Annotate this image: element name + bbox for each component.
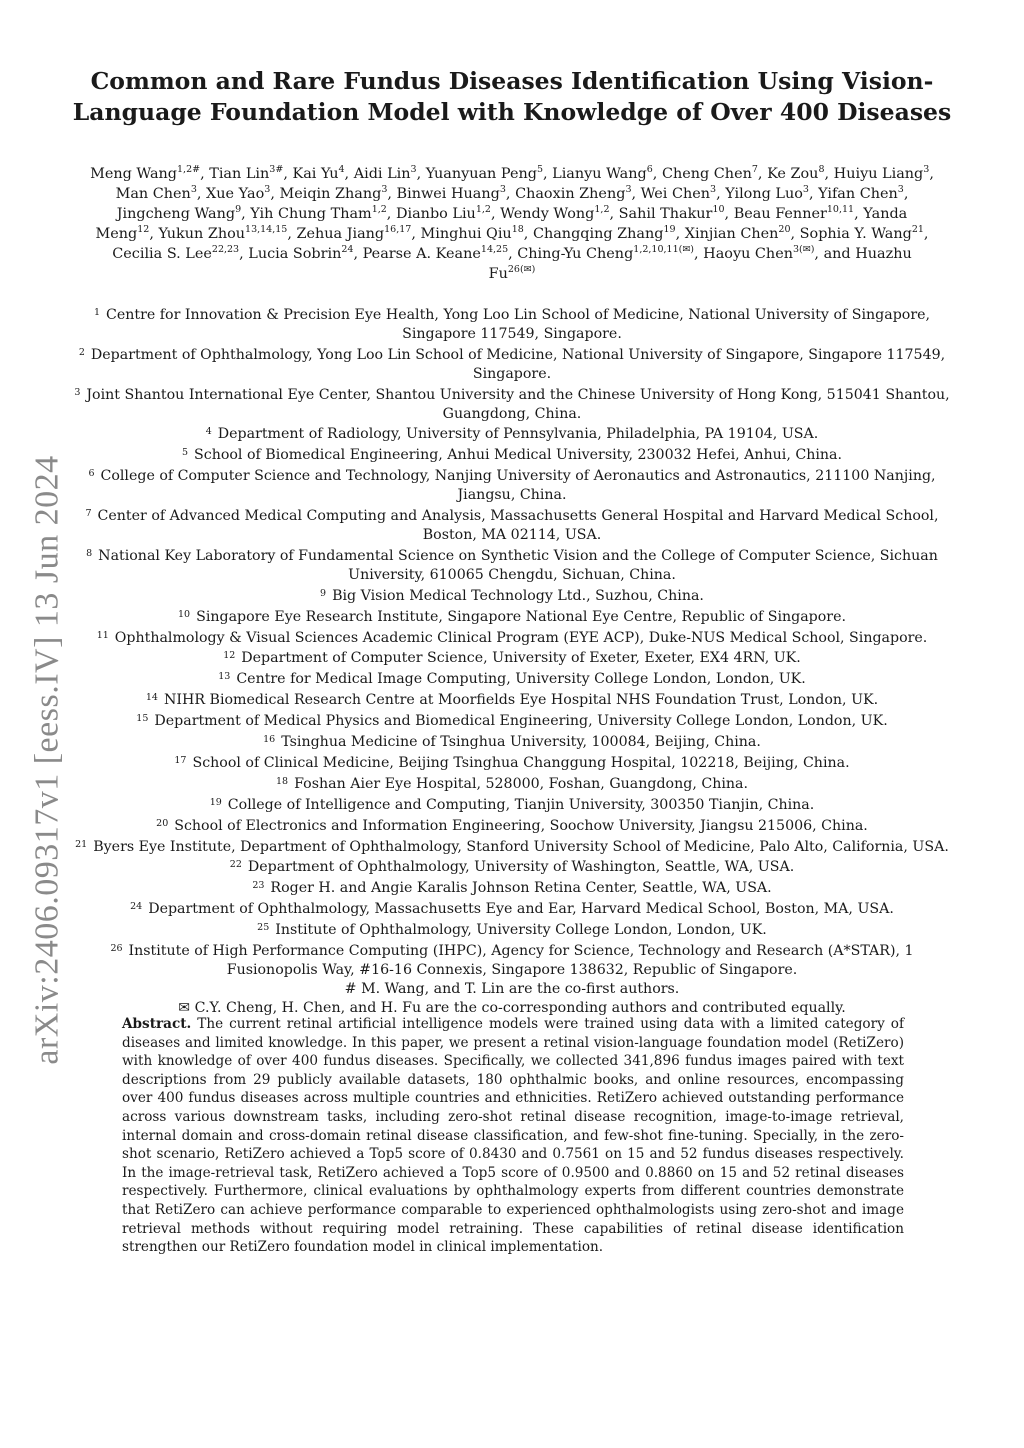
author-name: Zehua Jiang [296,226,385,242]
author-affiliation-marker: 3(✉) [793,244,815,256]
affiliation-number: 15 [136,713,149,725]
affiliation-text: Institute of High Performance Computing (IHPC), Agency for Science, Technology and Research (A*STAR), 1 Fusionopolis Way, #16-16 Connexis, Singapore 138632, Republic of Singapore. [128,943,914,978]
author-affiliation-marker: 20 [778,224,791,236]
author-name: Man Chen [115,186,191,202]
affiliation-number: 10 [178,608,191,620]
author-name: Jingcheng Wang [116,206,236,222]
abstract-text: The current retinal artificial intelligence models were trained using data with a limited category of diseases and limited knowledge. In this paper, we present a retinal vision-language foundation model (RetiZero) with knowledge of over 400 fundus diseases. Specifically, we collected 341,896 fundus images paired with text descriptions from 29 publicly available datasets, 180 ophthalmic books, and online resources, encompassing over 400 fundus diseases across multiple countries and ethnicities. RetiZero achieved outstanding performance across various downstream tasks, including zero-shot retinal disease recognition, image-to-image retrieval, internal domain and cross-domain retinal disease classification, and few-shot fine-tuning. Specially, in the zero-shot scenario, RetiZero achieved a Top5 score of 0.8430 and 0.7561 on 15 and 52 fundus diseases respectively. In the image-retrieval task, RetiZero achieved a Top5 score of 0.9500 and 0.8860 on 15 and 52 retinal diseases respectively. Furthermore, clinical evaluations by ophthalmology experts from different countries demonstrate that RetiZero can achieve performance comparable to experienced ophthalmologists using zero-shot and image retrieval methods without requiring model retraining. These capabilities of retinal disease identification strengthen our RetiZero foundation model in clinical implementation. [122,1016,904,1256]
affiliation-text: Department of Medical Physics and Biomedical Engineering, University College London, London, UK. [154,713,888,730]
author-affiliation-marker: 10 [712,204,725,216]
affiliation-number: 24 [130,901,143,913]
author-name: Huiyu Liang [833,166,924,182]
affiliation-text: School of Clinical Medicine, Beijing Tsinghua Changgung Hospital, 102218, Beijing, China. [192,754,850,771]
author-name: Sahil Thakur [618,206,713,222]
author-name: Huazhu Fu [488,246,912,282]
author-affiliation-marker: 3 [410,164,417,176]
author-name: Lucia Sobrin [248,246,342,262]
affiliation [70,545,954,585]
author-affiliation-marker: 21 [911,224,924,236]
author-affiliation-marker: 3 [897,184,904,196]
author-affiliation-marker: 3 [499,184,506,196]
author-name: Wei Chen [640,186,711,202]
affiliation-number: 21 [75,838,88,850]
author-name: Ke Zou [767,166,819,182]
author-affiliation-marker: 1,2,10,11(✉) [633,244,694,256]
affiliation-number: 22 [229,859,242,871]
author-name: Cecilia S. Lee [112,246,212,262]
affiliation [70,752,954,773]
affiliation-text: Department of Computer Science, University of Exeter, Exeter, EX4 4RN, UK. [241,650,801,667]
author-name: Xue Yao [206,186,265,202]
affiliation [70,898,954,919]
affiliation-text: Department of Ophthalmology, Massachusetts Eye and Ear, Harvard Medical School, Boston, MA, USA. [148,901,894,918]
author-name: Ching-Yu Cheng [517,246,634,262]
author-name: Yanda Meng [95,206,908,242]
affiliation-number: 26 [110,943,123,955]
affiliation [70,465,954,505]
author-list: Meng Wang$^{1,2\#}$, Tian Lin$^{3\#}$, Kai Yu$^4$, Aidi Lin$^3$, Yuanyuan Peng$^5$, Lianyu Wang$^6$, Cheng Chen$^7$, Ke Zou$^8$, Huiyu Liang$^3$, Man Chen$^3$, Xue Yao$^3$, Meiqin Zhang$^3$, Binwei Huang$^3$, Chaoxin Zheng$^3$, Wei Chen$^3$, Yilong Luo$^3$, Yifan Chen$^3$, Jingcheng Wang$^9$, Yih Chung Tham$^{1,2}$, Dianbo Liu$^{1,2}$, Wendy Wong$^{1,2}$, Sahil Thakur$^{10}$, Beau Fenner$^{10,11}$, Yanda Meng$^{12}$, Yukun Zhou$^{13,14,15}$, Zehua Jiang$^{16,17}$, Minghui Qiu$^{18}$, Changqing Zhang$^{19}$, Xinjian Chen$^{20}$, Sophia Y. Wang$^{21}$, Cecilia S. Lee$^{22,23}$, Lucia Sobrin$^{24}$, Pearse A. Keane$^{14,25}$, Ching-Yu Cheng$^{1,2,10,11(✉)}$, Haoyu Chen$^{3(✉)}$, and Huazhu $Fu^{26(✉)}$ [90,164,934,282]
affiliation-number: 8 [86,547,93,559]
affiliation-text: School of Biomedical Engineering, Anhui Medical University, 230032 Hefei, Anhui, China. [194,447,842,464]
author-affiliation-marker: 19 [663,224,676,236]
affiliation [70,585,954,606]
affiliation-text: Department of Ophthalmology, Yong Loo Lin School of Medicine, National University of Singapore, Singapore 117549, Singapore. [90,346,946,382]
author-name: Beau Fenner [733,206,827,222]
author-name: Changqing Zhang [532,226,664,242]
affiliation-number: 17 [174,754,187,766]
abstract [122,1015,904,1257]
affiliation-text: Big Vision Medical Technology Ltd., Suzhou, China. [332,587,704,604]
affiliation-number: 20 [156,817,169,829]
affiliation [70,423,954,444]
affiliation [70,627,954,648]
author-affiliation-marker: 4 [338,164,345,176]
affiliation-number: 19 [209,796,222,808]
affiliation-number: 7 [85,508,92,520]
affiliation-text: Foshan Aier Eye Hospital, 528000, Foshan, Guangdong, China. [294,775,748,792]
arxiv-sidebar [28,450,68,1070]
author-name: Yifan Chen [818,186,898,202]
author-affiliation-marker: 24 [341,244,354,256]
affiliation [70,647,954,668]
affiliation-text: Tsinghua Medicine of Tsinghua University, 100084, Beijing, China. [281,734,761,751]
affiliation-number: 6 [88,468,95,480]
author-affiliation-marker: 3 [264,184,271,196]
affiliation-number: 13 [218,671,231,683]
affiliation [70,689,954,710]
author-name: Chaoxin Zheng [515,186,626,202]
author-name: Xinjian Chen [684,226,779,242]
author-name: Dianbo Liu [395,206,476,222]
author-name: Minghui Qiu [420,226,512,242]
author-name: Lianyu Wang [552,166,647,182]
affiliation-number: 9 [320,587,327,599]
affiliation-number: 11 [96,629,109,641]
affiliation-number: 23 [252,880,265,892]
author-name: Wendy Wong [500,206,595,222]
author-affiliation-marker: 1,2 [371,204,387,216]
affiliation-text: Byers Eye Institute, Department of Ophthalmology, Stanford University School of Medicine, Palo Alto, California, USA. [93,838,949,855]
author-affiliation-marker: 3 [381,184,388,196]
author-name: Pearse A. Keane [362,246,481,262]
author-affiliation-marker: 9 [235,204,242,216]
affiliation-text: College of Intelligence and Computing, Tianjin University, 300350 Tianjin, China. [227,796,815,813]
author-name: Kai Yu [292,166,339,182]
affiliation [70,710,954,731]
affiliation [70,815,954,836]
author-name: Meiqin Zhang [279,186,382,202]
affiliation-text: Roger H. and Angie Karalis Johnson Retina Center, Seattle, WA, USA. [270,880,772,897]
affiliation-text: Center of Advanced Medical Computing and Analysis, Massachusetts General Hospital and Harvard Medical School, Boston, MA 02114, USA. [97,508,939,543]
author-name: Yukun Zhou [158,226,246,242]
affiliation-list [70,304,954,1018]
affiliation-number: 4 [205,426,212,438]
author-affiliation-marker: 5 [536,164,543,176]
arxiv-identifier: arXiv:2406.09317v1 [eess.IV] 13 Jun 2024 [29,455,67,1065]
author-affiliation-marker: 1,2 [594,204,610,216]
author-affiliation-marker: 1,2# [177,164,201,176]
affiliation-number: 12 [223,650,236,662]
author-affiliation-marker: 26(✉) [507,264,536,276]
affiliation-text: NIHR Biomedical Research Centre at Moorfields Eye Hospital NHS Foundation Trust, London, UK. [163,692,879,709]
author-affiliation-marker: 8 [818,164,825,176]
author-affiliation-marker: 3 [923,164,930,176]
affiliation-number: 5 [182,447,189,459]
affiliation-text: Department of Ophthalmology, University of Washington, Seattle, WA, USA. [247,859,795,876]
author-name: Haoyu Chen [703,246,793,262]
affiliation [70,856,954,877]
affiliation [70,919,954,940]
author-name: Cheng Chen [661,166,752,182]
author-affiliation-marker: 13,14,15 [245,224,288,236]
author-affiliation-marker: 3 [625,184,632,196]
affiliation-text: Centre for Medical Image Computing, University College London, London, UK. [236,671,806,688]
author-name: Tian Lin [209,166,270,182]
affiliation-number: 25 [257,922,270,934]
affiliation-number: 14 [145,692,158,704]
affiliation-text: Institute of Ophthalmology, University College London, London, UK. [275,922,767,939]
affiliation [70,773,954,794]
author-affiliation-marker: 1,2 [475,204,491,216]
author-affiliation-marker: 3 [802,184,809,196]
affiliation-text: Ophthalmology & Visual Sciences Academic Clinical Program (EYE ACP), Duke-NUS Medical School, Singapore. [114,629,928,646]
author-name: Yih Chung Tham [250,206,372,222]
affiliation [70,606,954,627]
co-corresponding-authors-note: ✉ C.Y. Cheng, H. Chen, and H. Fu are the co-corresponding authors and contributed equally. [178,999,846,1016]
author-name: Aidi Lin [353,166,411,182]
affiliation [70,344,954,384]
affiliation-text: Joint Shantou International Eye Center, Shantou University and the Chinese University of Hong Kong, 515041 Shantou, Guangdong, China. [86,386,950,422]
affiliation [70,444,954,465]
author-name: Yuanyuan Peng [425,166,537,182]
abstract-label: Abstract. [122,1016,192,1032]
affiliation [70,731,954,752]
affiliation-text: Department of Radiology, University of Pennsylvania, Philadelphia, PA 19104, USA. [217,426,819,443]
author-affiliation-marker: 22,23 [211,244,240,256]
affiliation-number: 3 [74,386,81,398]
affiliation-text: Centre for Innovation & Precision Eye Health, Yong Loo Lin School of Medicine, National University of Singapore, Singapore 117549, Singapore. [106,307,931,342]
author-name: Sophia Y. Wang [799,226,912,242]
author-affiliation-marker: 3 [190,184,197,196]
author-affiliation-marker: 18 [511,224,524,236]
affiliation-text: College of Computer Science and Technology, Nanjing University of Aeronautics and Astronautics, 211100 Nanjing, Jiangsu, China. [100,468,936,504]
author-affiliation-marker: 3 [710,184,717,196]
author-affiliation-marker: 16,17 [384,224,412,236]
affiliation [70,836,954,857]
affiliation-text: School of Electronics and Information Engineering, Soochow University, Jiangsu 215006, China. [174,817,868,834]
affiliation-text: Singapore Eye Research Institute, Singapore National Eye Centre, Republic of Singapore. [196,608,846,625]
affiliation [70,794,954,815]
affiliation-number: 18 [276,775,289,787]
author-affiliation-marker: 7 [751,164,758,176]
affiliation [70,668,954,689]
affiliation-number: 1 [93,307,101,318]
co-first-authors-note: # M. Wang, and T. Lin are the co-first authors. [344,980,680,997]
author-name: Meng Wang [90,166,177,182]
author-name: Yilong Luo [725,186,803,202]
author-affiliation-marker: 10,11 [826,204,855,216]
affiliation [70,384,954,424]
author-affiliation-marker: 3# [269,164,284,176]
affiliation [70,304,954,344]
affiliation [70,940,954,980]
affiliation-number: 2 [78,346,85,358]
author-affiliation-marker: 6 [646,164,653,176]
affiliation [70,505,954,545]
author-affiliation-marker: 14,25 [480,244,509,256]
paper-title: Common and Rare Fundus Diseases Identification Using Vision-Language Foundation Model with Knowledge of Over 400 Diseases [72,67,952,126]
affiliation [70,877,954,898]
author-name: Binwei Huang [396,186,500,202]
author-affiliation-marker: 12 [137,224,150,236]
affiliation-number: 16 [263,734,276,746]
affiliation-text: National Key Laboratory of Fundamental Science on Synthetic Vision and the College of Computer Science, Sichuan University, 610065 Chengdu, Sichuan, China. [98,547,938,583]
